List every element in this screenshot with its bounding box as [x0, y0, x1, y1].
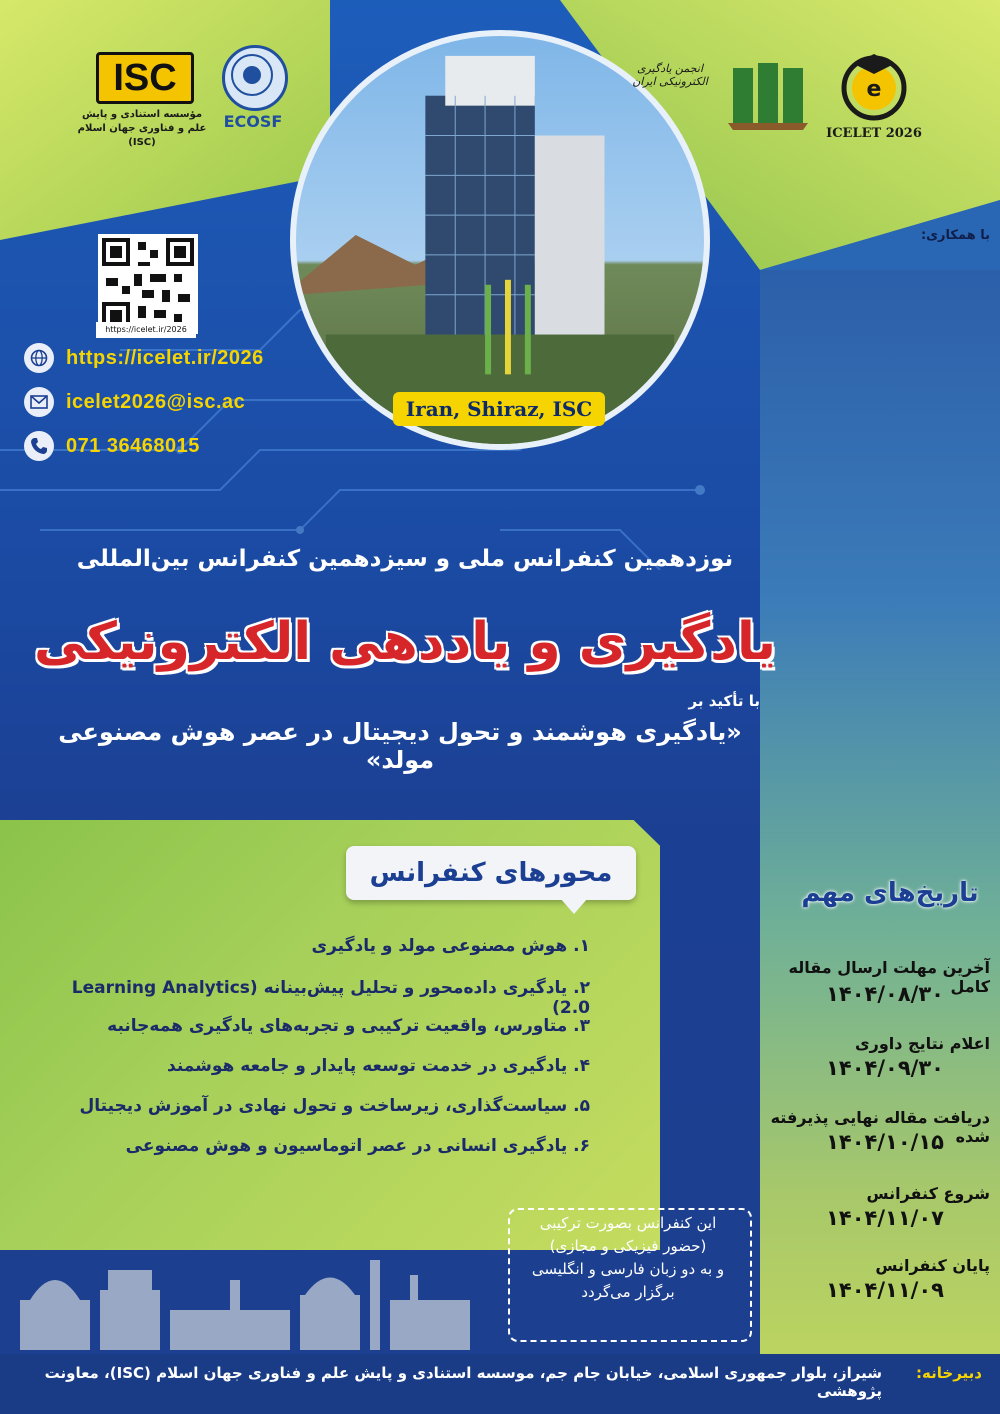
icelet-logo: [828, 42, 920, 124]
isc-logo: ISC: [96, 52, 194, 104]
note-line: (حضور فیزیکی و مجازی): [549, 1237, 707, 1255]
ecosf-logo: [222, 45, 288, 111]
date-value: ۱۴۰۴/۱۱/۰۹: [826, 1278, 944, 1302]
email-link[interactable]: icelet2026@isc.ac: [66, 390, 246, 413]
contact-email[interactable]: [24, 386, 245, 418]
note-line: برگزار می‌گردد: [581, 1283, 675, 1301]
topics-title-pointer: [560, 898, 588, 914]
emphasis-label: با تأکید بر: [688, 692, 760, 710]
shiraz-skyline: [0, 1240, 500, 1350]
isc-caption: مؤسسه استنادی و پایش علم و فناوری جهان اسلام (ISC): [77, 109, 207, 148]
envelope-icon: [24, 387, 54, 417]
subtitle: «یادگیری هوشمند و تحول دیجیتال در عصر هوش مصنوعی مولد»: [58, 718, 742, 774]
footer-label: دبیرخانه:: [916, 1364, 982, 1382]
icelet-label: ICELET 2026: [826, 126, 922, 141]
phone-number[interactable]: 071 36468015: [66, 434, 200, 457]
date-label: دریافت مقاله نهایی پذیرفته شده: [770, 1108, 990, 1146]
topic-item: ۳. متاورس، واقعیت ترکیبی و تجربه‌های یادگیری همه‌جانبه: [107, 1016, 590, 1036]
svg-text:e: e: [866, 77, 882, 102]
date-value: ۱۴۰۴/۰۸/۳۰: [826, 982, 944, 1006]
topics-title: محورهای کنفرانس: [346, 846, 636, 900]
topic-item: ۴. یادگیری در خدمت توسعه پایدار و جامعه هوشمند: [167, 1056, 590, 1076]
collaboration-label: با همکاری:: [920, 228, 990, 243]
phone-icon: [24, 431, 54, 461]
ecosf-label: ECOSF: [223, 112, 283, 131]
globe-icon: [24, 343, 54, 373]
date-label: آخرین مهلت ارسال مقاله کامل: [788, 958, 990, 996]
ecosf-emblem-icon: [225, 48, 279, 102]
qr-code[interactable]: [98, 234, 198, 334]
date-label: اعلام نتایج داوری: [854, 1034, 990, 1053]
qr-code-icon: [102, 238, 194, 330]
photo-caption: Iran, Shiraz, ISC: [393, 392, 605, 426]
main-title: یادگیری و یاددهی الکترونیکی: [33, 612, 776, 672]
date-label: شروع کنفرانس: [866, 1184, 990, 1203]
topic-item: ۵. سیاست‌گذاری، زیرساخت و تحول نهادی در آموزش دیجیتال: [79, 1096, 590, 1116]
pre-title: نوزدهمین کنفرانس ملی و سیزدهمین کنفرانس بین‌المللی: [76, 546, 734, 572]
date-value: ۱۴۰۴/۱۰/۱۵: [826, 1130, 944, 1154]
website-link[interactable]: https://icelet.ir/2026: [66, 346, 264, 369]
footer-address: شیراز، بلوار جمهوری اسلامی، خیابان جام جم، موسسه استنادی و پایش علم و فناوری جهان اسلام (ISC)، معاونت پژوهشی: [44, 1364, 882, 1400]
contact-website[interactable]: [24, 342, 264, 374]
contact-phone[interactable]: [24, 430, 200, 462]
date-value: ۱۴۰۴/۱۱/۰۷: [826, 1206, 944, 1230]
date-value: ۱۴۰۴/۰۹/۳۰: [826, 1056, 944, 1080]
association-logo: [628, 48, 813, 130]
dates-title: تاریخ‌های مهم: [801, 878, 979, 908]
topic-item: ۲. یادگیری داده‌محور و تحلیل پیش‌بینانه (Learning Analytics 2.0): [71, 978, 590, 1018]
note-line: و به دو زبان فارسی و انگلیسی: [531, 1260, 725, 1278]
format-note: [518, 1212, 738, 1304]
topic-item: ۶. یادگیری انسانی در عصر اتوماسیون و هوش مصنوعی: [125, 1136, 590, 1156]
topic-item: ۱. هوش مصنوعی مولد و یادگیری: [311, 936, 590, 956]
note-line: این کنفرانس بصورت ترکیبی: [539, 1214, 717, 1232]
qr-url: https://icelet.ir/2026: [96, 322, 196, 338]
association-caption: انجمن یادگیری الکترونیکی ایران: [632, 62, 708, 88]
date-label: پایان کنفرانس: [875, 1256, 990, 1275]
